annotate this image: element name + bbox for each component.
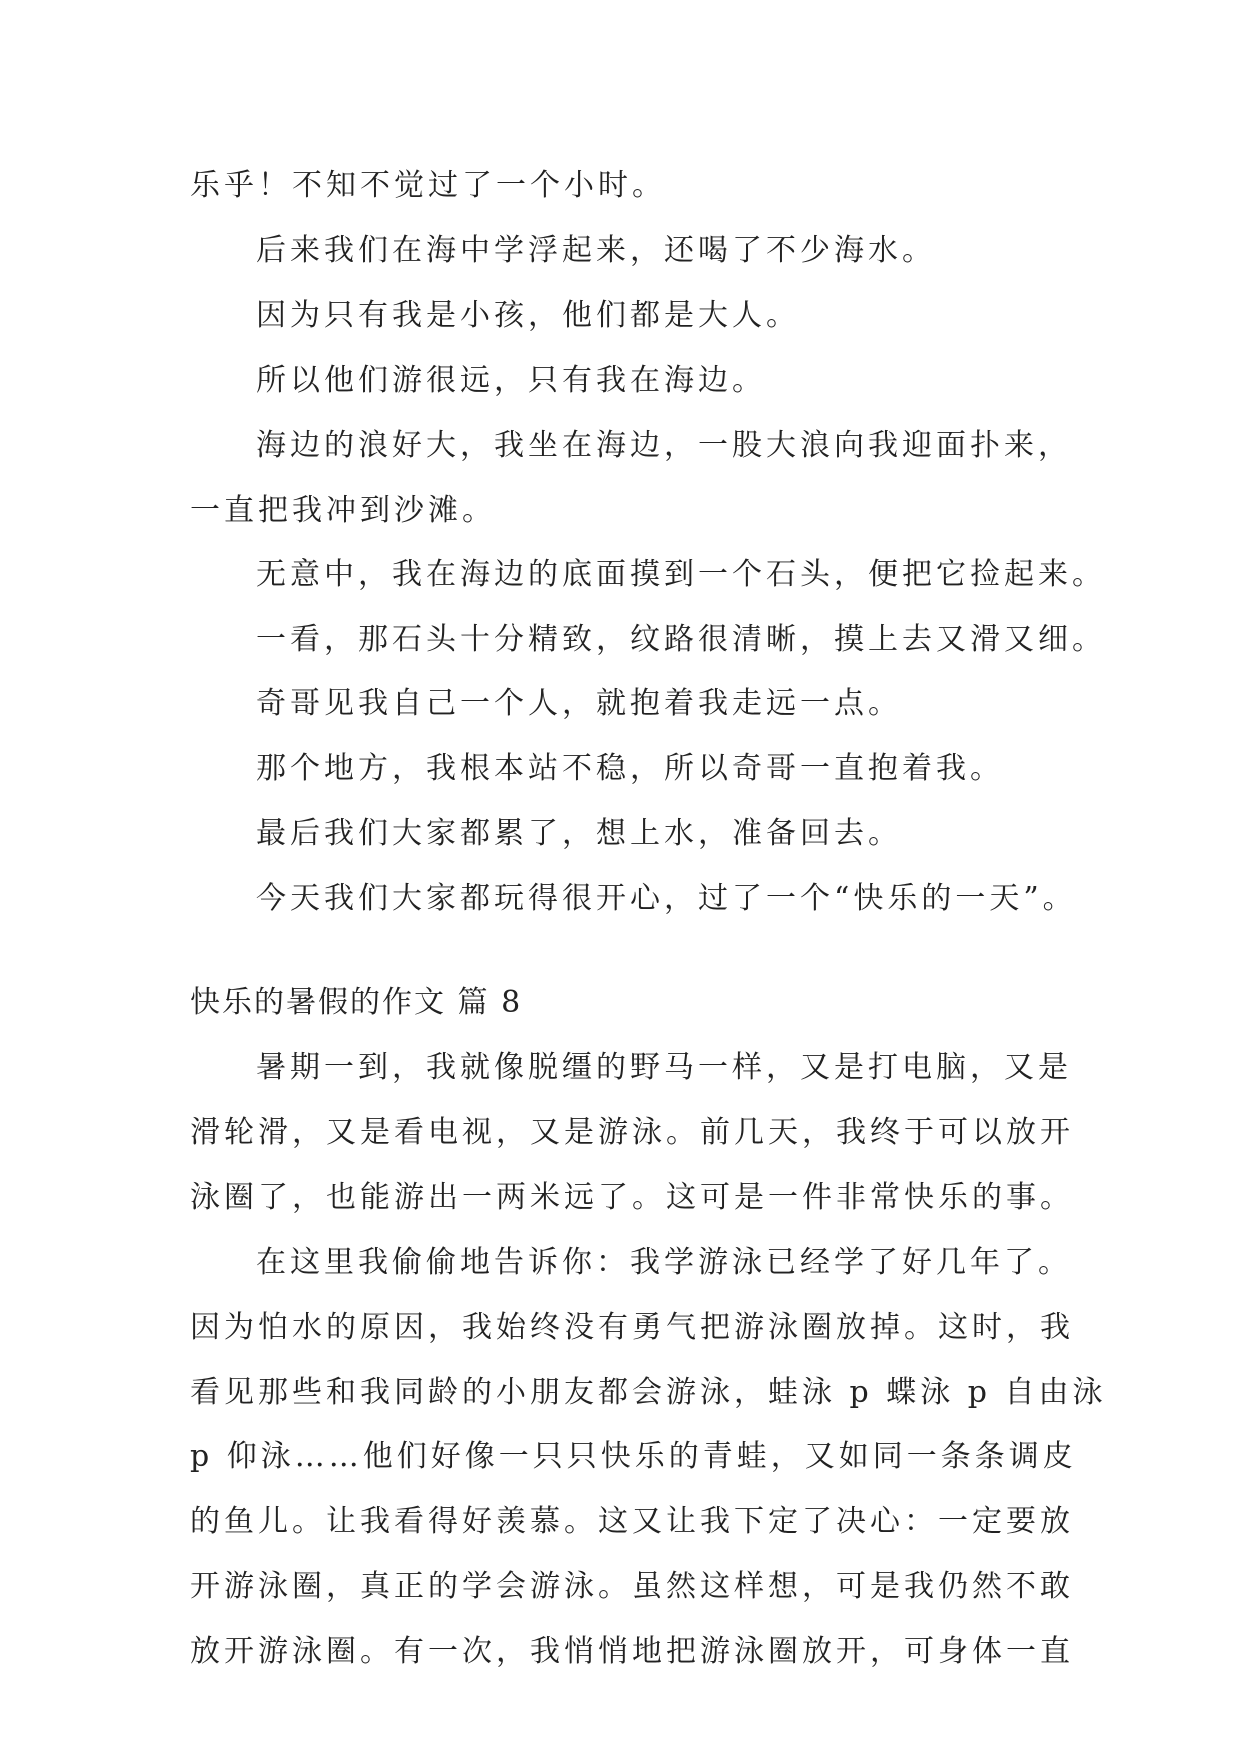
text-line: p 仰泳……他们好像一只只快乐的青蛙，又如同一条条调皮	[190, 1439, 1077, 1474]
paragraph-line: 后来我们在海中学浮起来，还喝了不少海水。	[256, 233, 936, 268]
text-line: 乐乎！不知不觉过了一个小时。	[190, 168, 666, 203]
text-line: 一直把我冲到沙滩。	[190, 493, 496, 528]
paragraph-line: 无意中，我在海边的底面摸到一个石头，便把它捡起来。	[256, 557, 1106, 592]
text-line: 开游泳圈，真正的学会游泳。虽然这样想，可是我仍然不敢	[190, 1569, 1074, 1604]
paragraph-line: 那个地方，我根本站不稳，所以奇哥一直抱着我。	[256, 751, 1004, 786]
section-title: 快乐的暑假的作文 篇 8	[190, 985, 523, 1020]
paragraph-line: 因为只有我是小孩，他们都是大人。	[256, 298, 800, 333]
paragraph-line: 最后我们大家都累了，想上水，准备回去。	[256, 816, 902, 851]
paragraph-line: 暑期一到，我就像脱缰的野马一样，又是打电脑，又是	[256, 1050, 1072, 1085]
text-line: 看见那些和我同龄的小朋友都会游泳，蛙泳 p 蝶泳 p 自由泳	[190, 1375, 1107, 1410]
text-line: 的鱼儿。让我看得好羡慕。这又让我下定了决心：一定要放	[190, 1504, 1074, 1539]
paragraph-line: 所以他们游很远，只有我在海边。	[256, 363, 766, 398]
paragraph-line: 在这里我偷偷地告诉你：我学游泳已经学了好几年了。	[256, 1245, 1072, 1280]
paragraph-line: 海边的浪好大，我坐在海边，一股大浪向我迎面扑来，	[256, 428, 1072, 463]
paragraph-line: 一看，那石头十分精致，纹路很清晰，摸上去又滑又细。	[256, 622, 1106, 657]
paragraph-line: 今天我们大家都玩得很开心，过了一个“快乐的一天”。	[256, 881, 1077, 916]
text-line: 泳圈了，也能游出一两米远了。这可是一件非常快乐的事。	[190, 1180, 1074, 1215]
text-line: 放开游泳圈。有一次，我悄悄地把游泳圈放开，可身体一直	[190, 1634, 1074, 1669]
text-line: 因为怕水的原因，我始终没有勇气把游泳圈放掉。这时，我	[190, 1310, 1074, 1345]
text-line: 滑轮滑，又是看电视，又是游泳。前几天，我终于可以放开	[190, 1115, 1074, 1150]
paragraph-line: 奇哥见我自己一个人，就抱着我走远一点。	[256, 686, 902, 721]
